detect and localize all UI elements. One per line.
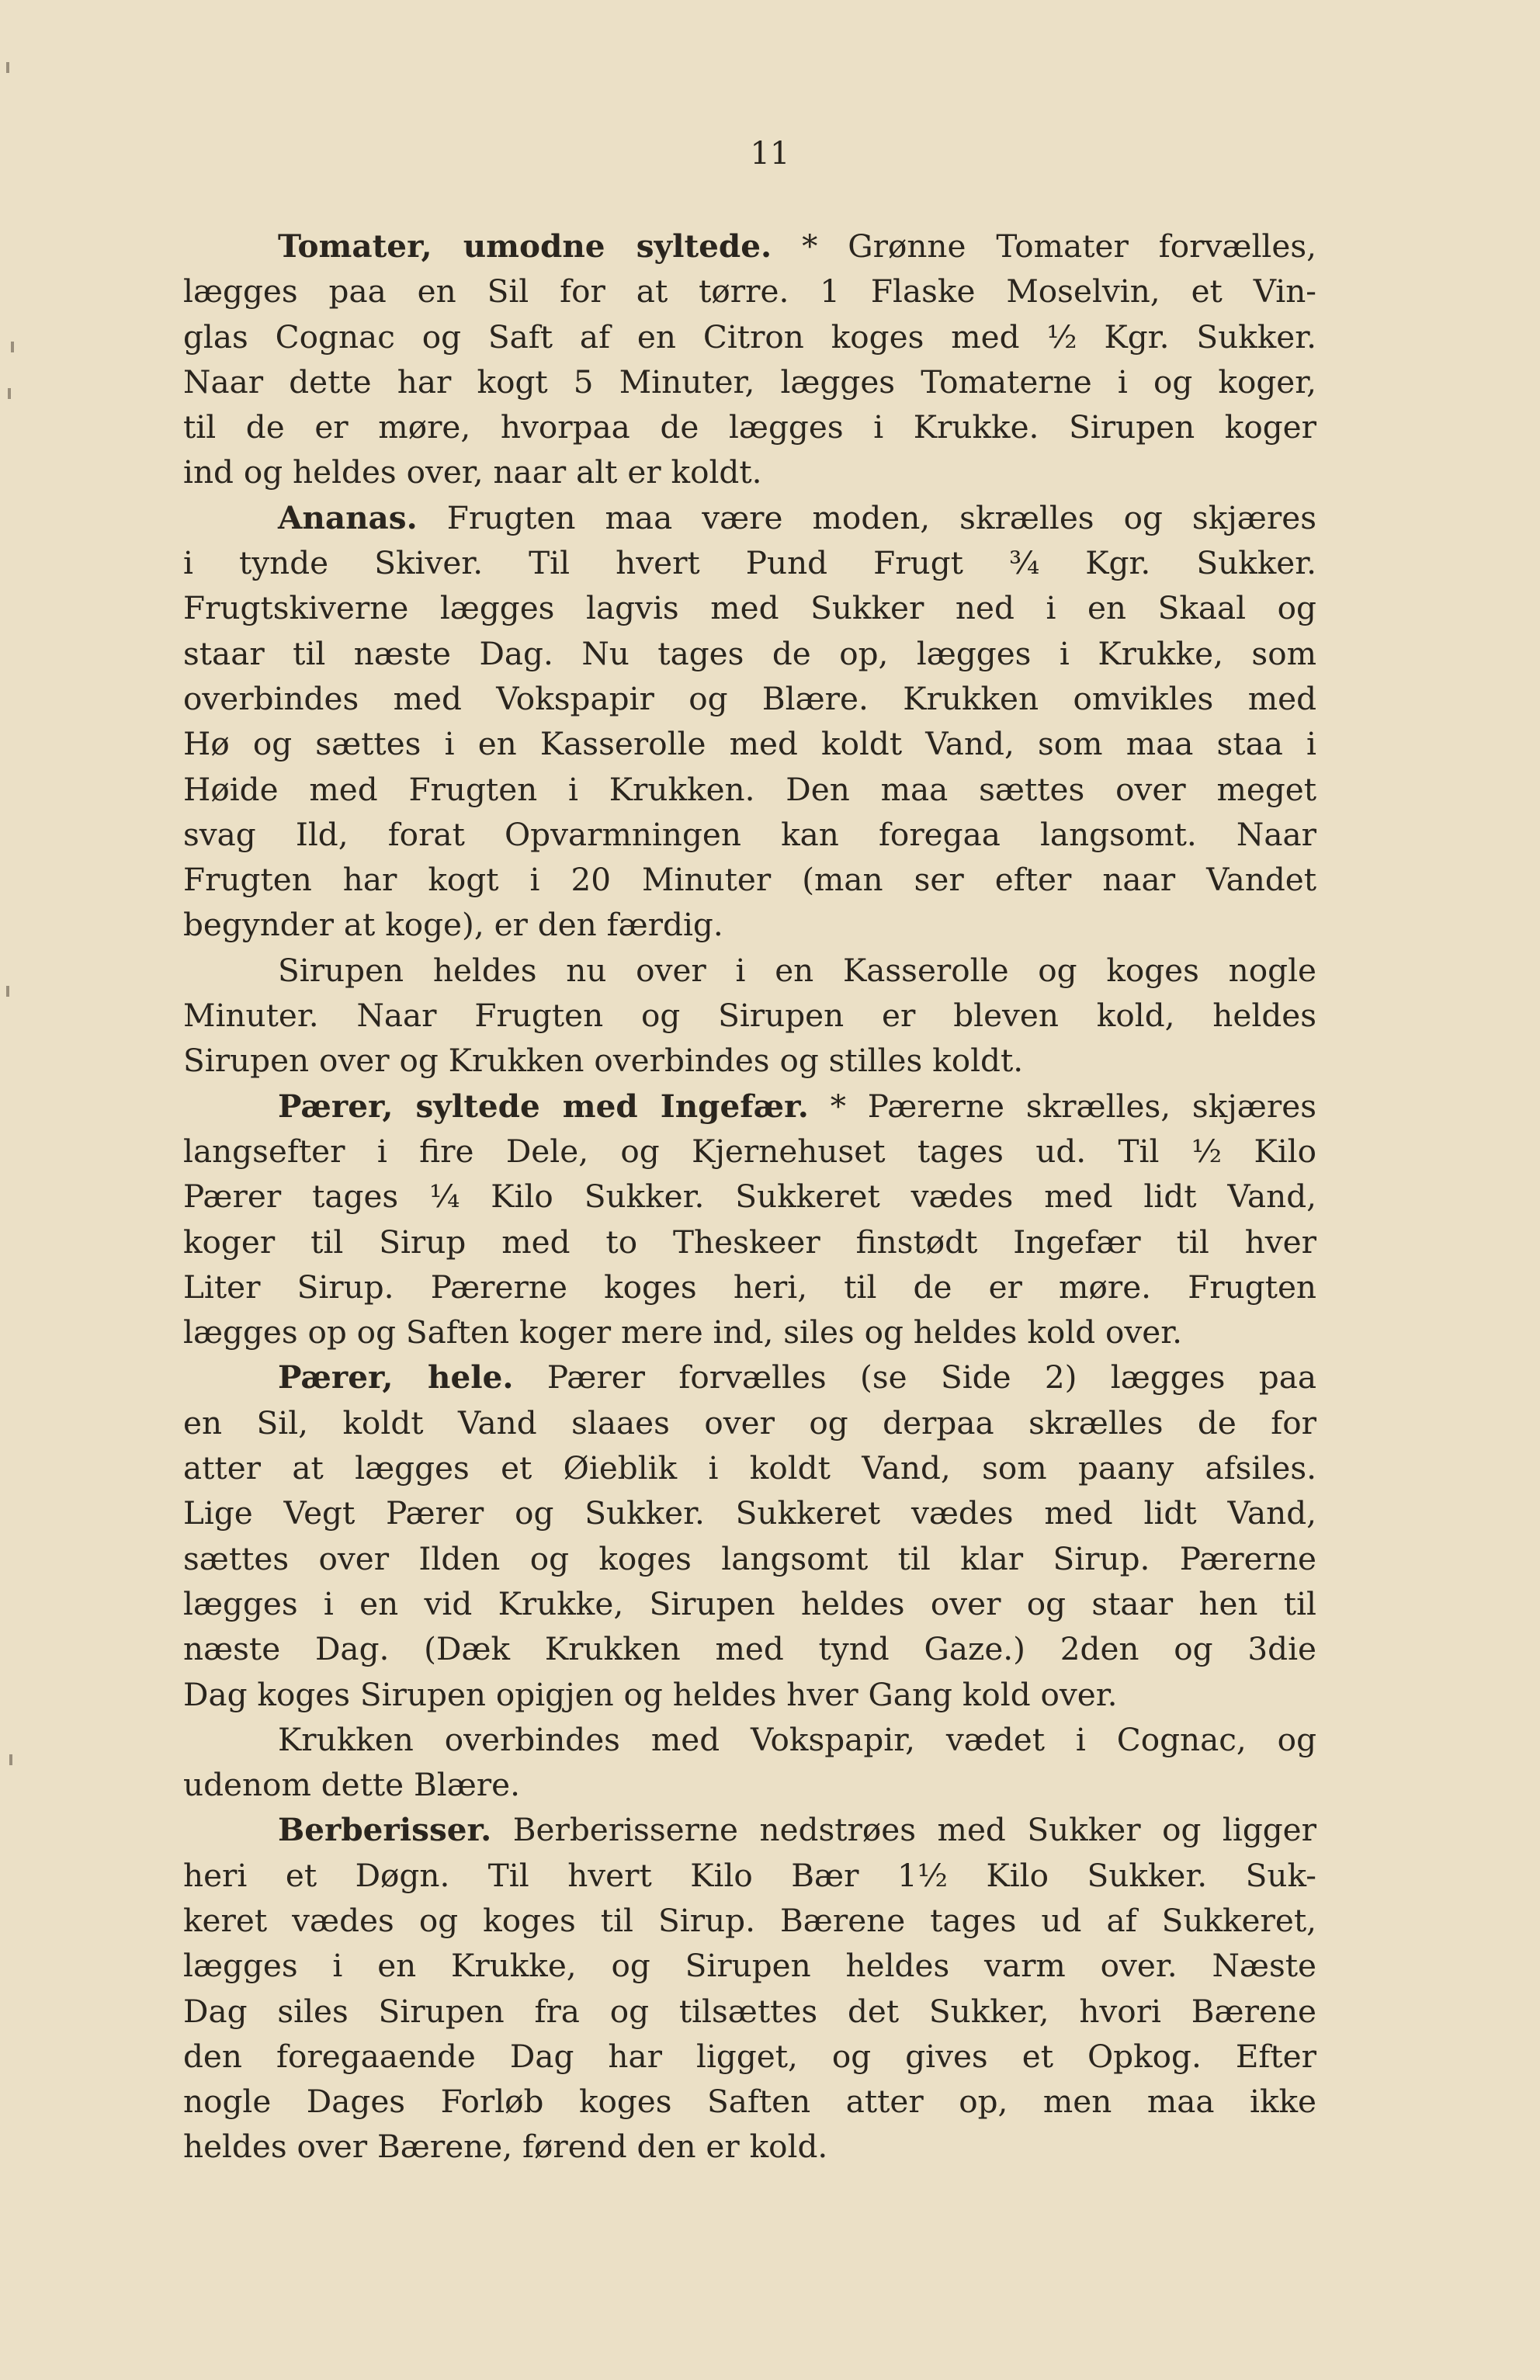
- line-text: næste Dag. (Dæk Krukken med tynd Gaze.) 2den og 3die: [183, 1630, 1316, 1668]
- line-text: staar til næste Dag. Nu tages de op, lægges i Krukke, som: [183, 634, 1316, 672]
- text-line: [183, 269, 1316, 314]
- text-line: [183, 767, 1316, 812]
- text-line: [183, 812, 1316, 857]
- line-text: Krukken overbindes med Vokspapir, vædet i Cognac, og: [278, 1720, 1316, 1758]
- text-line: [183, 1219, 1316, 1265]
- text-line: [183, 721, 1316, 766]
- recipe-heading: Tomater, umodne syltede.: [278, 227, 772, 265]
- line-text: begynder at koge), er den færdig.: [183, 906, 723, 944]
- line-text: lægges i en Krukke, og Sirupen heldes varm over. Næste: [183, 1947, 1316, 1985]
- text-line: [183, 2124, 1316, 2169]
- margin-mark: [8, 388, 11, 399]
- text-line: [183, 1807, 1316, 1852]
- text-line: [183, 495, 1316, 540]
- line-text: atter at lægges et Øieblik i koldt Vand, som paany afsiles.: [183, 1449, 1316, 1487]
- line-text: udenom dette Blære.: [183, 1766, 520, 1804]
- text-line: [183, 1490, 1316, 1535]
- recipe-heading: Ananas.: [278, 498, 418, 536]
- text-line: [183, 1762, 1316, 1807]
- text-line: [183, 1265, 1316, 1310]
- text-line: [183, 902, 1316, 947]
- margin-mark: [11, 342, 14, 352]
- text-line: [183, 1445, 1316, 1490]
- margin-mark: [6, 986, 9, 997]
- line-text: heldes over Bærene, førend den er kold.: [183, 2128, 828, 2166]
- text-line: [183, 1989, 1316, 2034]
- text-line: [183, 314, 1316, 359]
- line-text: koger til Sirup med to Theskeer finstødt Ingefær til hver: [183, 1223, 1316, 1261]
- line-text: til de er møre, hvorpaa de lægges i Krukke. Sirupen koger: [183, 408, 1316, 446]
- line-text: lægges op og Saften koger mere ind, siles og heldes kold over.: [183, 1313, 1183, 1351]
- line-text: glas Cognac og Saft af en Citron koges med ½ Kgr. Sukker.: [183, 317, 1316, 356]
- line-text: Høide med Frugten i Krukken. Den maa sættes over meget: [183, 770, 1316, 808]
- line-text: Naar dette har kogt 5 Minuter, lægges Tomaterne i og koger,: [183, 363, 1316, 401]
- text-line: [183, 2034, 1316, 2079]
- text-line: [183, 993, 1316, 1038]
- line-text: den foregaaende Dag har ligget, og gives et Opkog. Efter: [183, 2037, 1316, 2075]
- line-text: Sirupen over og Krukken overbindes og stilles koldt.: [183, 1042, 1024, 1080]
- line-text: nogle Dages Forløb koges Saften atter op, men maa ikke: [183, 2083, 1316, 2121]
- margin-mark: [9, 1754, 12, 1765]
- line-text: Frugten maa være moden, skrælles og skjæres: [417, 498, 1316, 536]
- text-line: [183, 1310, 1316, 1355]
- text-line: [183, 1174, 1316, 1219]
- text-line: [183, 1400, 1316, 1445]
- line-text: lægges paa en Sil for at tørre. 1 Flaske Moselvin, et Vin-: [183, 272, 1316, 311]
- line-text: Sirupen heldes nu over i en Kasserolle og koges nogle: [278, 951, 1316, 989]
- text-line: [183, 224, 1316, 269]
- line-text: heri et Døgn. Til hvert Kilo Bær 1½ Kilo Sukker. Suk-: [183, 1856, 1316, 1894]
- line-text: Pærer tages ¼ Kilo Sukker. Sukkeret vædes med lidt Vand,: [183, 1178, 1316, 1216]
- line-text: Hø og sættes i en Kasserolle med koldt Vand, som maa staa i: [183, 725, 1316, 763]
- line-text: * Pærerne skrælles, skjæres: [808, 1087, 1316, 1125]
- text-line: [183, 449, 1316, 494]
- text-line: [183, 404, 1316, 449]
- text-line: [183, 585, 1316, 630]
- line-text: Pærer forvælles (se Side 2) lægges paa: [513, 1358, 1316, 1396]
- line-text: svag Ild, forat Opvarmningen kan foregaa langsomt. Naar: [183, 815, 1316, 853]
- text-line: [183, 1581, 1316, 1626]
- text-line: [183, 1898, 1316, 1943]
- text-line: [183, 1853, 1316, 1898]
- line-text: ind og heldes over, naar alt er koldt.: [183, 453, 762, 491]
- line-text: keret vædes og koges til Sirup. Bærene tages ud af Sukkeret,: [183, 1901, 1316, 1939]
- line-text: Dag siles Sirupen fra og tilsættes det Sukker, hvori Bærene: [183, 1992, 1316, 2030]
- line-text: * Grønne Tomater forvælles,: [772, 227, 1316, 265]
- text-line: [183, 1626, 1316, 1671]
- recipe-text: [183, 224, 1316, 2170]
- margin-mark: [6, 62, 9, 73]
- text-line: [183, 1536, 1316, 1581]
- text-line: [183, 540, 1316, 585]
- text-line: [183, 2079, 1316, 2124]
- text-line: [183, 359, 1316, 404]
- line-text: Dag koges Sirupen opigjen og heldes hver Gang kold over.: [183, 1675, 1118, 1713]
- line-text: en Sil, koldt Vand slaaes over og derpaa skrælles de for: [183, 1403, 1316, 1442]
- text-line: [183, 857, 1316, 902]
- recipe-heading: Pærer, hele.: [278, 1358, 514, 1396]
- line-text: lægges i en vid Krukke, Sirupen heldes over og staar hen til: [183, 1584, 1316, 1622]
- line-text: i tynde Skiver. Til hvert Pund Frugt ¾ Kgr. Sukker.: [183, 544, 1316, 582]
- line-text: Frugtskiverne lægges lagvis med Sukker ned i en Skaal og: [183, 589, 1316, 627]
- text-line: [183, 676, 1316, 721]
- line-text: Frugten har kogt i 20 Minuter (man ser efter naar Vandet: [183, 861, 1316, 899]
- text-line: [183, 1129, 1316, 1174]
- text-line: [183, 1084, 1316, 1129]
- recipe-heading: Berberisser.: [278, 1811, 492, 1849]
- text-line: [183, 948, 1316, 993]
- line-text: Liter Sirup. Pærerne koges heri, til de er møre. Frugten: [183, 1268, 1316, 1306]
- text-line: [183, 1038, 1316, 1083]
- text-line: [183, 1672, 1316, 1717]
- line-text: Minuter. Naar Frugten og Sirupen er bleven kold, heldes: [183, 997, 1316, 1035]
- text-line: [183, 1355, 1316, 1400]
- line-text: sættes over Ilden og koges langsomt til klar Sirup. Pærerne: [183, 1539, 1316, 1577]
- text-line: [183, 1717, 1316, 1762]
- line-text: Lige Vegt Pærer og Sukker. Sukkeret vædes med lidt Vand,: [183, 1494, 1316, 1532]
- recipe-heading: Pærer, syltede med Ingefær.: [278, 1087, 809, 1125]
- page-number: 11: [750, 136, 790, 172]
- text-line: [183, 1943, 1316, 1988]
- line-text: langsefter i fire Dele, og Kjernehuset tages ud. Til ½ Kilo: [183, 1132, 1316, 1170]
- line-text: overbindes med Vokspapir og Blære. Krukken omvikles med: [183, 679, 1316, 717]
- text-line: [183, 631, 1316, 676]
- line-text: Berberisserne nedstrøes med Sukker og ligger: [491, 1811, 1316, 1849]
